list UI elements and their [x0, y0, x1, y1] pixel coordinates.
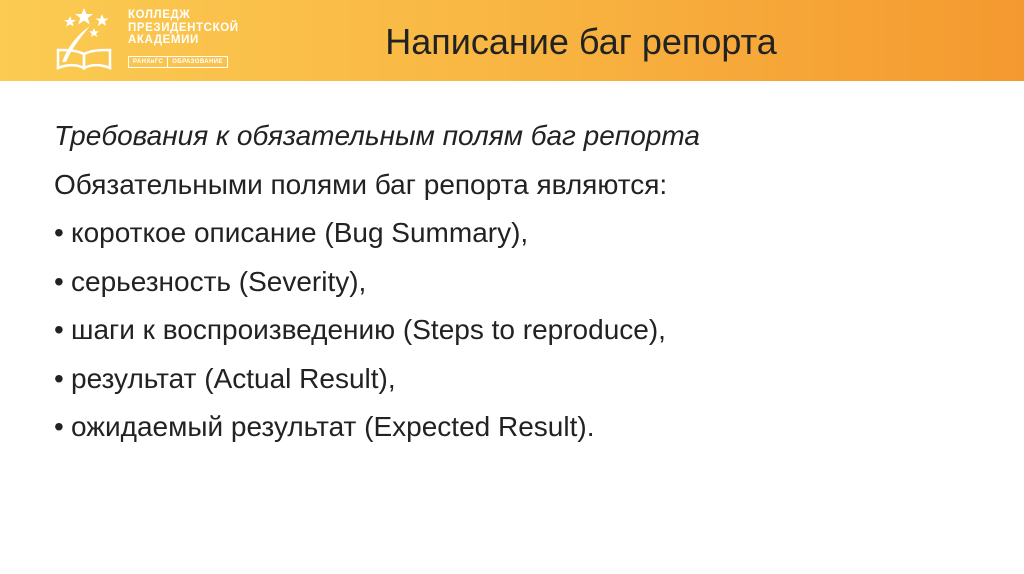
list-item — [54, 403, 994, 452]
logo-tag-education: ОБРАЗОВАНИЕ — [168, 56, 228, 68]
content-intro: Обязательными полями баг репорта являются: — [54, 168, 668, 200]
list-item-text: ожидаемый результат (Expected Result). — [71, 411, 595, 442]
bullet-icon: • — [54, 217, 64, 248]
logo-tag-ranepa: РАНХиГС — [128, 56, 168, 68]
list-item-text: шаги к воспроизведению (Steps to reproduce), — [71, 314, 666, 345]
list-item-text: короткое описание (Bug Summary), — [71, 217, 529, 248]
logo-line: КОЛЛЕДЖ — [128, 9, 191, 21]
content-subtitle: Требования к обязательным полям баг репорта — [54, 120, 700, 151]
list-item-text: результат (Actual Result), — [71, 362, 396, 394]
list-item-text: серьезность (Severity), — [71, 265, 367, 297]
bullet-icon: • — [54, 265, 64, 297]
list-item — [54, 306, 994, 355]
list-item — [54, 258, 994, 307]
bullet-icon: • — [54, 411, 64, 442]
logo-line: ПРЕЗИДЕНТСКОЙ — [128, 21, 239, 34]
list-item — [54, 209, 994, 258]
bullet-icon: • — [54, 362, 64, 394]
bullet-icon: • — [54, 314, 64, 345]
slide-title: Написание баг репорта — [385, 21, 777, 62]
header-bar — [0, 0, 1024, 81]
list-item — [54, 355, 994, 404]
slide-content — [54, 112, 994, 452]
logo-line: АКАДЕМИИ — [128, 34, 199, 46]
